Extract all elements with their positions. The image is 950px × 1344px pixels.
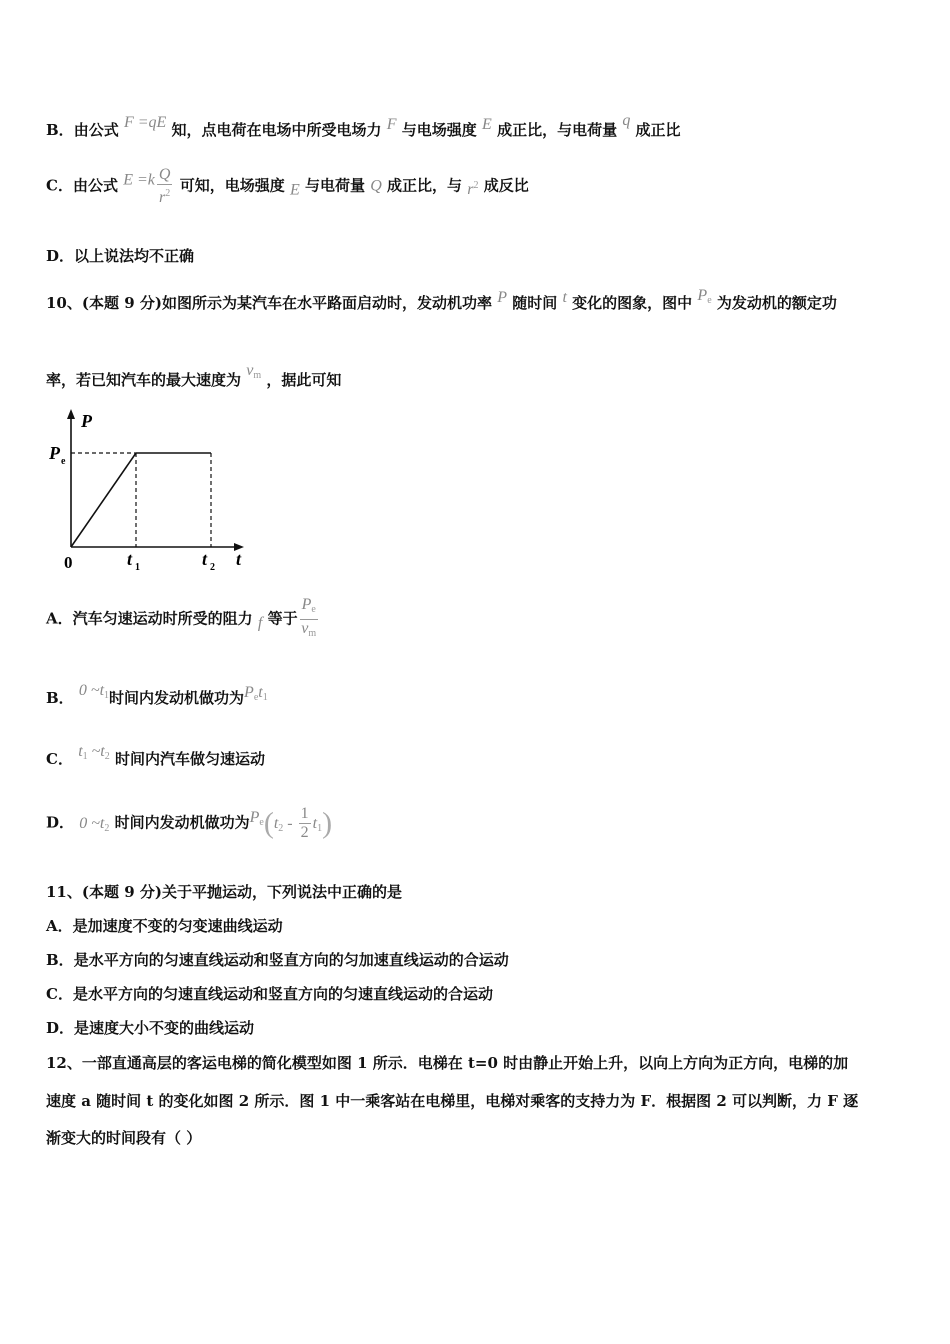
power-time-graph [46,405,256,580]
formula: F =qE [123,114,167,131]
q11-option-c[interactable]: C．是水平方向的匀速直线运动和竖直方向的匀速直线运动的合运动 [46,985,493,1003]
q10-option-a[interactable]: A．汽车匀速运动时所受的阻力 f 等于 $\frac{P_e}{v_m}$ [46,596,320,643]
q11-stem: 11、(本题 9 分)关于平抛运动，下列说法中正确的是 [46,883,402,901]
q10-stem-line2: 率，若已知汽车的最大速度为 $v_m$ ，据此可知 [46,362,342,389]
q11-option-b[interactable]: B．是水平方向的匀速直线运动和竖直方向的匀加速直线运动的合运动 [46,951,509,969]
q12-stem-line2: 速度 a 随时间 t 的变化如图 2 所示．图 1 中一乘客站在电梯里，电梯对乘客的支持力为 F．根据图 2 可以判断，力 F 逐 [46,1092,859,1110]
t1-label: t [127,549,133,569]
t2-label: t [202,549,208,569]
q11-option-d[interactable]: D．是速度大小不变的曲线运动 [46,1019,255,1037]
q9-option-c[interactable]: C．由公式 E =k $\frac{Q}{r^2}$ 可知，电场强度 E 与电荷量 Q 成正比，与 $r^2$ 成反比 [46,166,529,206]
origin-label: 0 [64,553,73,572]
q11-option-a[interactable]: A．是加速度不变的匀变速曲线运动 [46,917,283,935]
t2-sub: 2 [210,562,215,573]
ramp-line [71,453,136,547]
q9-option-d[interactable]: D．以上说法均不正确 [46,247,195,265]
y-axis-label: P [81,411,92,431]
t1-sub: 1 [135,562,140,573]
q10-option-b[interactable]: B． 0 $\sim t_1$时间内发动机做功为$P_et_1$ [46,682,268,707]
pe-sub: e [61,456,66,467]
q10-stem-line1: 10、(本题 9 分)如图所示为某汽车在水平路面启动时，发动机功率 P 随时间 t 变化的图象，图中 $P_e$ 为发动机的额定功 [46,287,837,312]
formula: E =k [123,171,155,189]
y-axis-arrow [67,409,75,419]
q9-option-b[interactable]: B．由公式 F =qE 知，点电荷在电场中所受电场力 F 与电场强度 E 成正比，与电荷量 q 成正比 [46,112,681,139]
q10-option-d[interactable]: D． 0 $\sim t_2$ 时间内发动机做功为$P_e(t_2$ - $\frac{1}{2}$ $t_1$) [46,805,333,841]
q12-stem-line1: 12、一部直通高层的客运电梯的简化模型如图 1 所示．电梯在 t=0 时由静止开始上升，以向上方向为正方向，电梯的加 [46,1054,849,1072]
fraction: $\frac{1}{2}$ [300,805,309,841]
fraction: $\frac{Q}{r^2}$ [158,166,171,206]
x-axis-label: t [236,549,242,569]
fraction: $\frac{P_e}{v_m}$ [301,596,317,639]
pe-label: P [49,443,60,463]
q10-option-c[interactable]: C． $t_1$ $\sim t_2$ 时间内汽车做匀速运动 [46,743,265,768]
q12-stem-line3: 渐变大的时间段有（ ） [46,1129,202,1147]
